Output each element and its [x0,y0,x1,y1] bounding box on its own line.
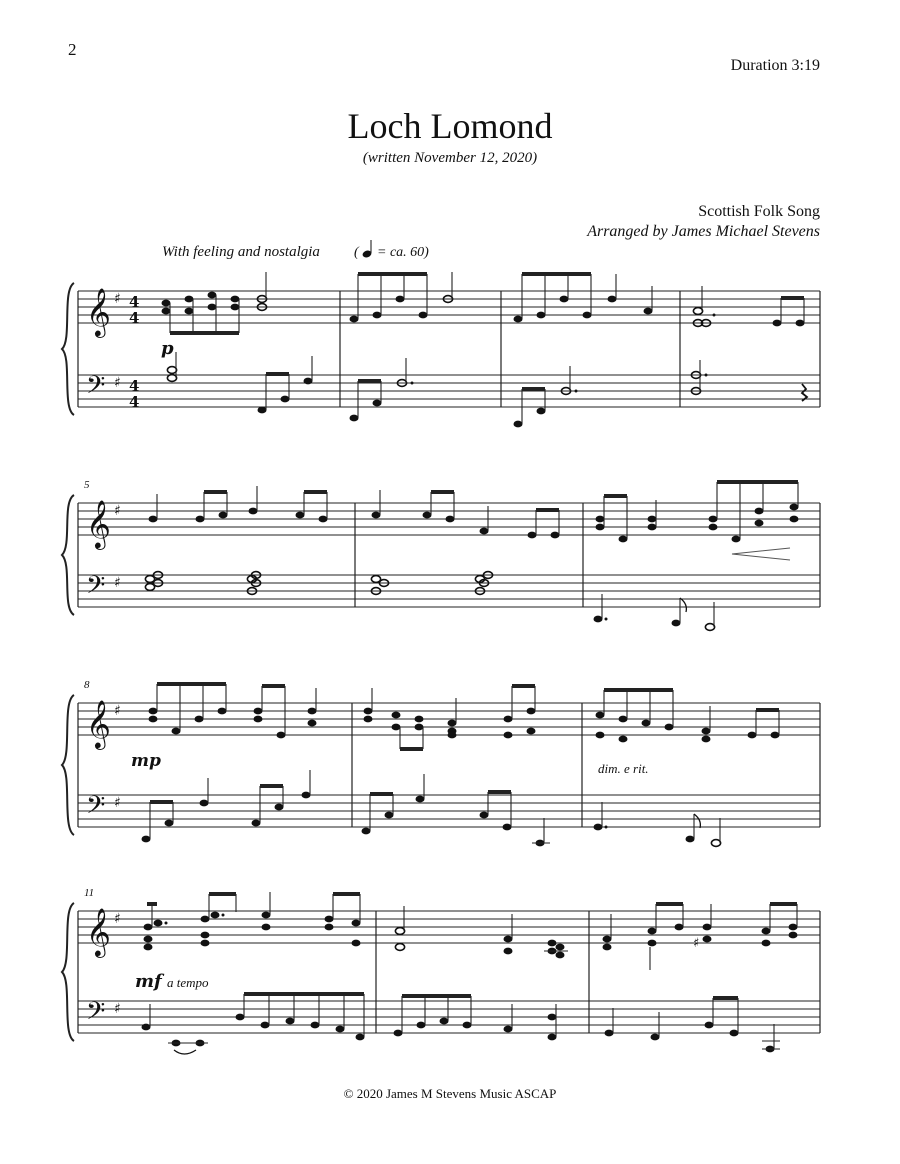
system-2 [62,479,820,630]
system-3 [62,679,820,846]
time-sig-top: 4 [129,377,140,395]
sharp-icon: ♯ [114,1001,121,1017]
treble-clef-icon: 𝄞 [86,499,111,548]
measure-number: 8 [84,679,90,691]
dynamic-mark: p [161,338,174,359]
bass-clef-icon: 𝄢 [86,571,106,606]
sharp-icon: ♯ [114,575,121,591]
composer-credit: Scottish Folk Song [698,203,820,220]
system-4 [62,887,820,1054]
bass-clef-icon: 𝄢 [86,997,106,1032]
time-sig-bottom: 4 [129,393,140,411]
system-1 [62,272,820,427]
sharp-icon: ♯ [114,795,121,811]
expression-mark: dim. e rit. [598,761,649,776]
measure-number: 11 [84,887,95,899]
bass-clef-icon: 𝄢 [86,371,106,406]
sharp-icon: ♯ [114,375,121,391]
dynamic-mark: mp [131,751,161,771]
piece-title: Loch Lomond [347,106,553,146]
brace [62,495,74,615]
dynamic-mark: mf [135,971,162,992]
time-sig-bottom: 4 [129,309,140,327]
quarter-rest-icon [802,384,807,401]
arranger-credit: Arranged by James Michael Stevens [587,223,820,240]
expression-mark: a tempo [167,975,209,990]
bass-clef-icon: 𝄢 [86,791,106,826]
sharp-icon: ♯ [114,291,121,307]
sharp-icon: ♯ [114,503,121,519]
sharp-icon: ♯ [114,703,121,719]
crescendo-hairpin [732,548,790,560]
duration-label: Duration 3:19 [730,57,820,74]
time-sig-top: 4 [129,293,140,311]
treble-clef-icon: 𝄞 [86,287,111,336]
treble-clef-icon: 𝄞 [86,699,111,748]
brace [62,283,74,415]
copyright-footer: © 2020 James M Stevens Music ASCAP [343,1086,557,1101]
metronome-value: = ca. 60) [377,245,429,260]
piece-subtitle: (written November 12, 2020) [362,150,538,166]
sharp-icon: ♯ [693,936,700,951]
sharp-icon: ♯ [114,911,121,927]
measure-number: 5 [84,479,90,491]
brace [62,695,74,835]
page-number: 2 [68,40,77,59]
tempo-text: With feeling and nostalgia [162,244,320,260]
bass-staff [78,375,820,407]
metronome-paren: ( [354,245,359,260]
brace [62,903,74,1041]
quarter-note-icon [362,240,373,259]
treble-clef-icon: 𝄞 [86,907,111,956]
